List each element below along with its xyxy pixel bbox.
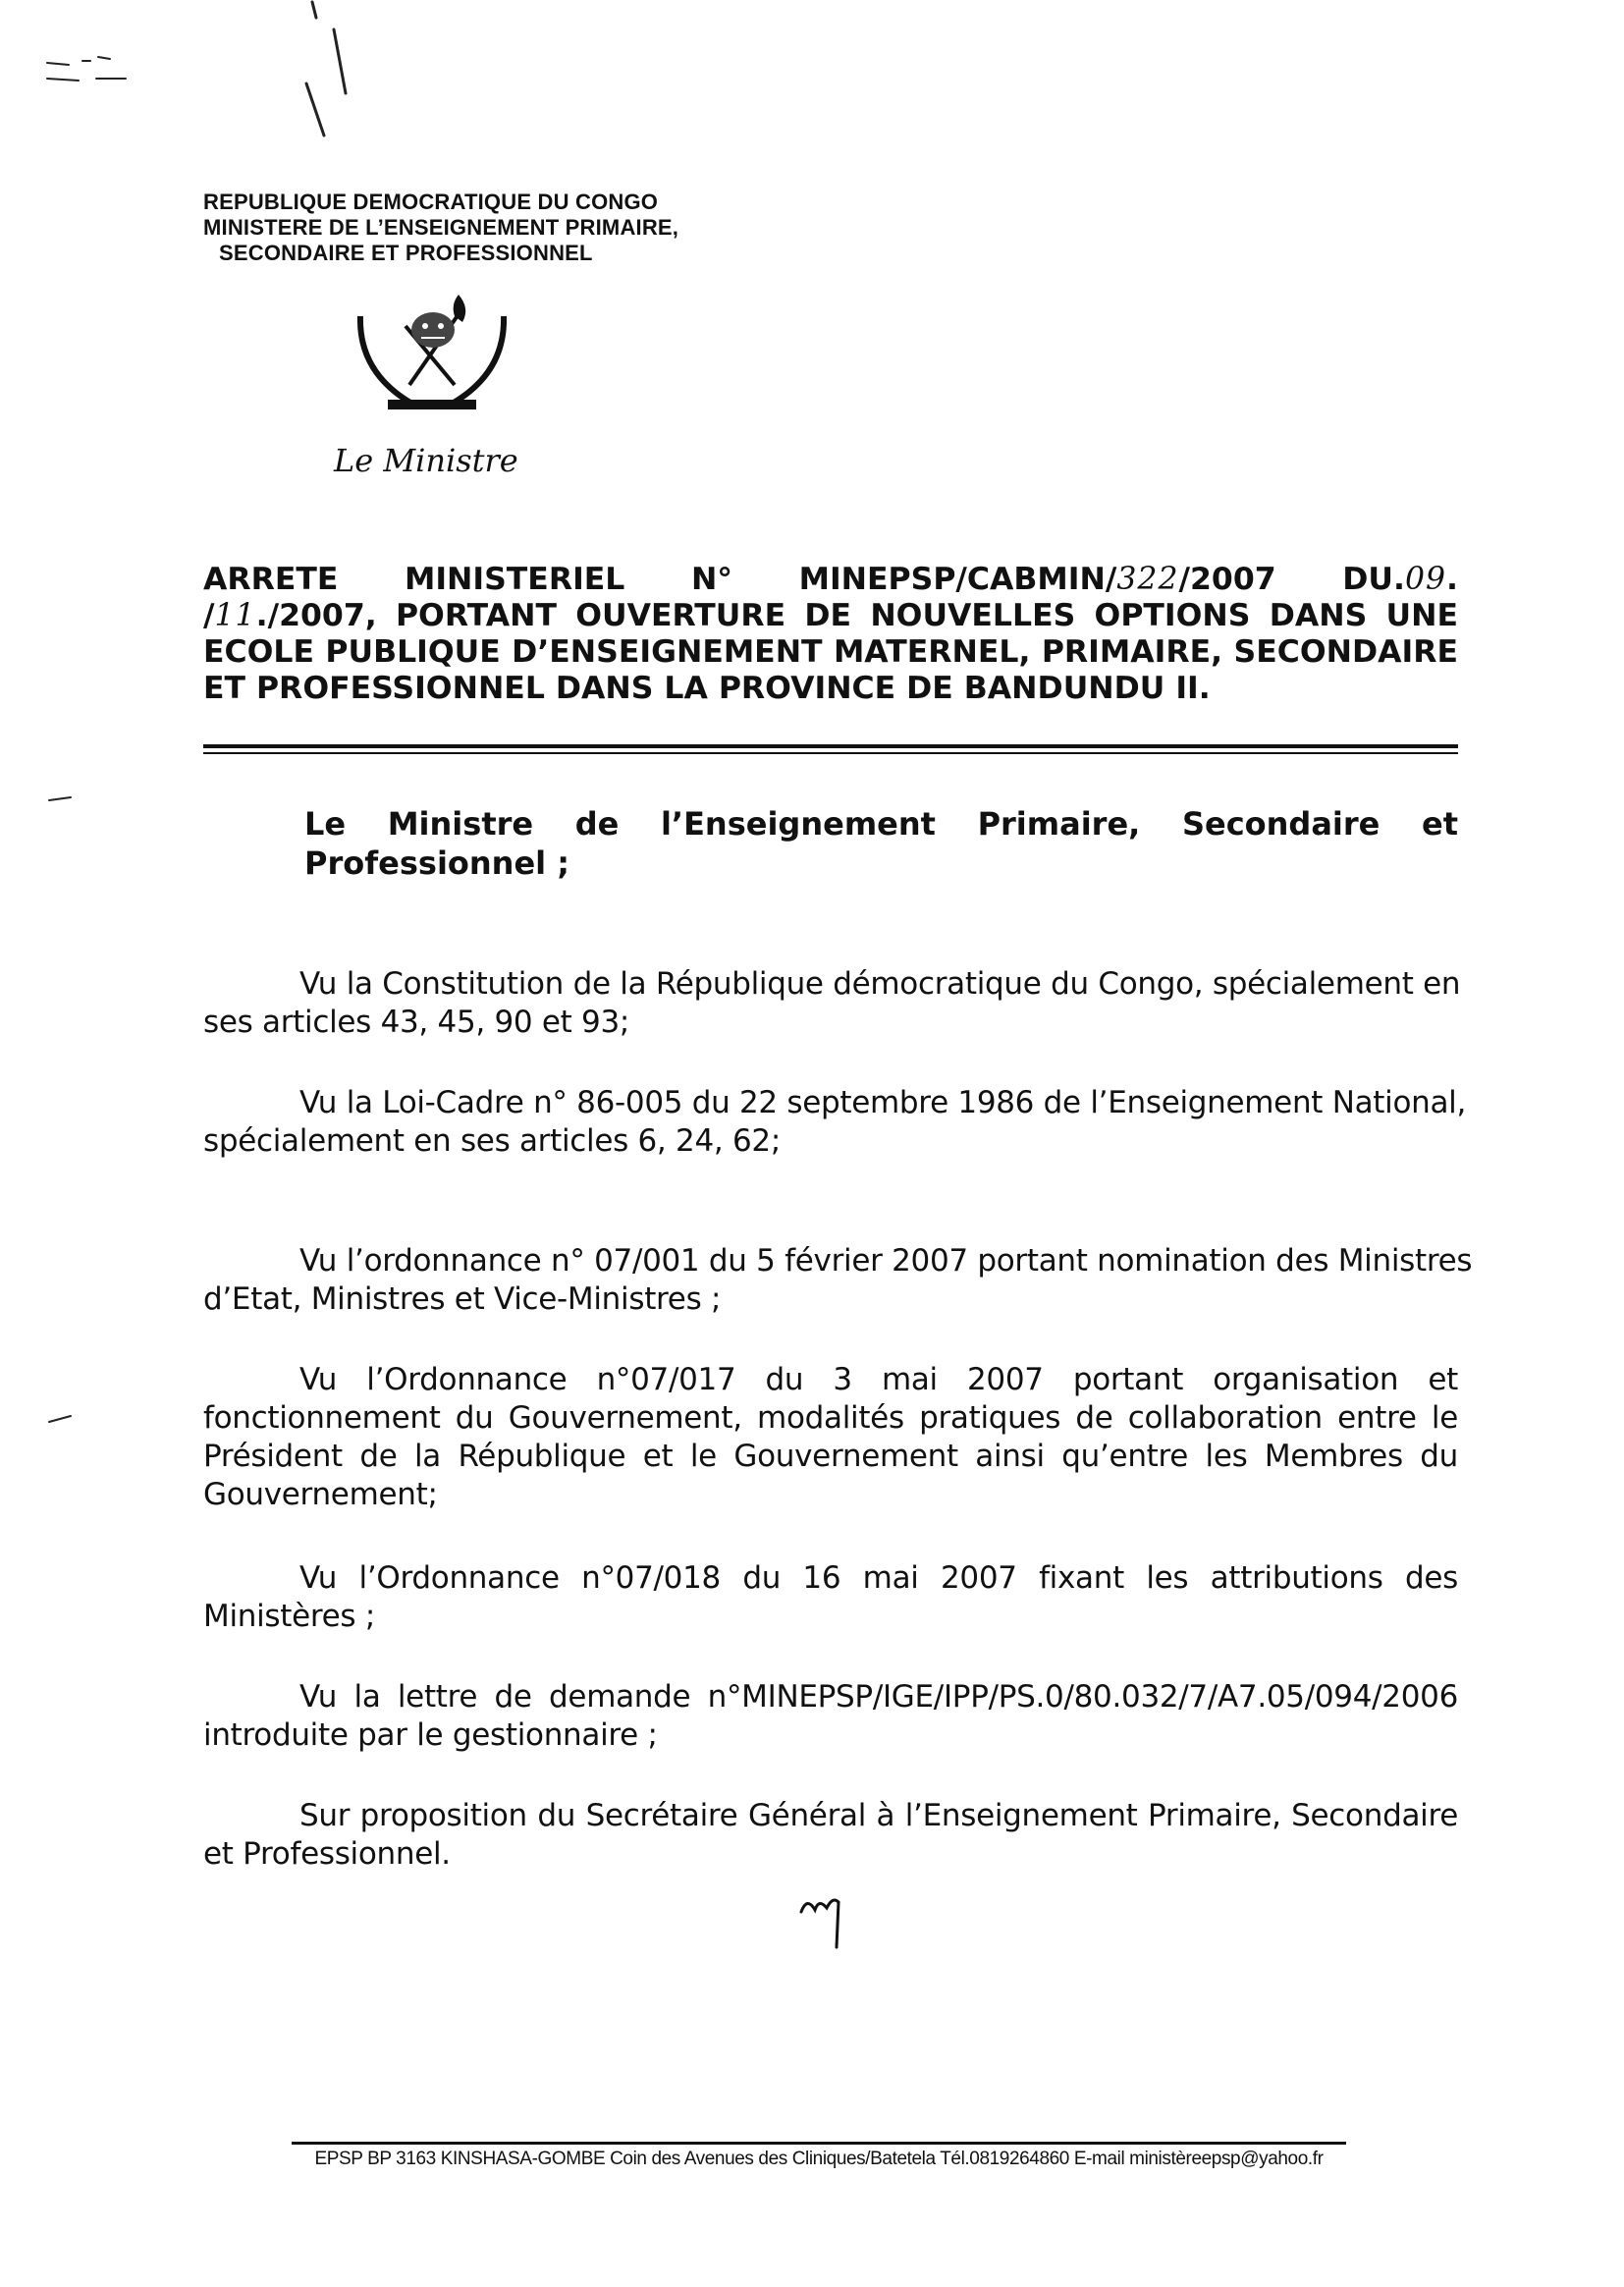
paragraph-ordonnance-017: Vu l’Ordonnance n°07/017 du 3 mai 2007 portant organisation et fonctionnement du Gouvernement, modalités pratiques de collaboration entre le Président de la République et le Gouvernement ainsi qu’entre les Membres du Gouvernement;	[203, 1362, 1458, 1512]
paragraph-constitution: Vu la Constitution de la République démocratique du Congo, spécialement en ses articles 43, 45, 90 et 93;	[203, 966, 1461, 1040]
minister-preamble: Le Ministre de l’Enseignement Primaire, Secondaire et Professionnel ;	[304, 805, 1458, 882]
paragraph-loi-cadre: Vu la Loi-Cadre n° 86-005 du 22 septembre 1986 de l’Enseignement National, spécialement en ses articles 6, 24, 62;	[203, 1085, 1467, 1159]
republic-heading: REPUBLIQUE DEMOCRATIQUE DU CONGO	[203, 190, 659, 214]
paragraph-ordonnance-001: Vu l’ordonnance n° 07/001 du 5 février 2007 portant nomination des Ministres d’Etat, Ministres et Vice-Ministres ;	[203, 1243, 1473, 1317]
footer-rule	[292, 2142, 1346, 2145]
title-rule-thick	[203, 744, 1458, 748]
coat-of-arms-icon	[349, 287, 515, 434]
paragraph-lettre-demande: Vu la lettre de demande n°MINEPSP/IGE/IPP/PS.0/80.032/7/A7.05/094/2006 introduite par le gestionnaire ;	[203, 1679, 1458, 1753]
decree-title-line3: ECOLE PUBLIQUE D’ENSEIGNEMENT MATERNEL, PRIMAIRE, SECONDAIRE	[203, 634, 1458, 670]
decree-title-line1: ARRETE MINISTERIEL N° MINEPSP/CABMIN/322/2007 DU.09.	[203, 562, 1458, 597]
signature-title: Le Ministre	[334, 442, 518, 479]
initials-icon	[793, 1890, 852, 1959]
decree-month: 11	[214, 598, 256, 633]
footer-address: EPSP BP 3163 KINSHASA-GOMBE Coin des Avenues des Cliniques/Batetela Tél.0819264860 E-mail ministèreepsp@yahoo.fr	[314, 2149, 1324, 2169]
ministry-heading-line1: MINISTERE DE L’ENSEIGNEMENT PRIMAIRE,	[203, 215, 679, 240]
paragraph-proposition: Sur proposition du Secrétaire Général à l’Enseignement Primaire, Secondaire et Professionnel.	[203, 1798, 1458, 1872]
decree-title-line2: /11./2007, PORTANT OUVERTURE DE NOUVELLES OPTIONS DANS UNE	[203, 598, 1458, 633]
title-rule-thin	[203, 752, 1458, 754]
decree-title	[203, 562, 1458, 707]
paragraph-ordonnance-018: Vu l’Ordonnance n°07/018 du 16 mai 2007 fixant les attributions des Ministères ;	[203, 1560, 1458, 1634]
ministry-heading-line2: SECONDAIRE ET PROFESSIONNEL	[219, 241, 593, 265]
decree-number: 322	[1116, 562, 1179, 597]
decree-day: 09	[1404, 562, 1447, 597]
decree-title-line4: ET PROFESSIONNEL DANS LA PROVINCE DE BANDUNDU II.	[203, 671, 1211, 706]
